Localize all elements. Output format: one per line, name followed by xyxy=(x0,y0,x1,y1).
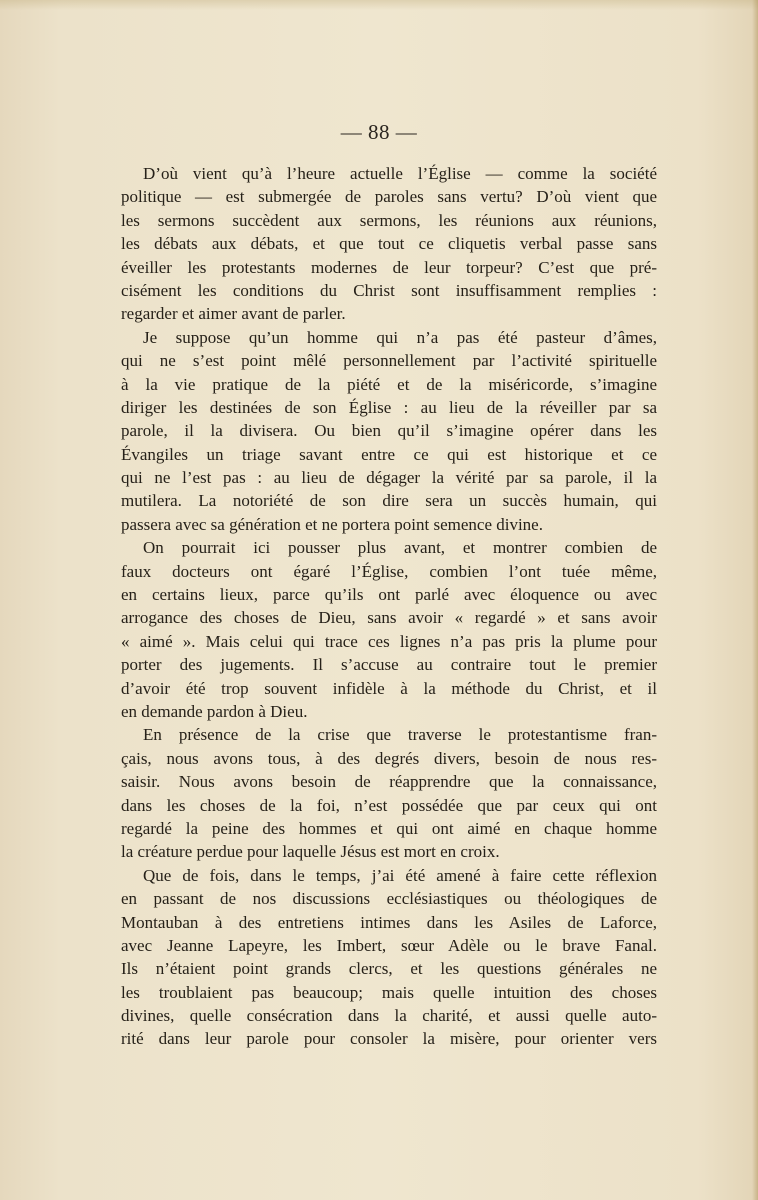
text-line: en certains lieux, parce qu’ils ont parlé avec éloquence ou avec xyxy=(121,585,657,605)
text-line: cisément les conditions du Christ sont insuffisamment remplies : xyxy=(121,280,657,300)
text-line: Montauban à des entretiens intimes dans les Asiles de Laforce, xyxy=(121,912,657,932)
text-line: On pourrait ici pousser plus avant, et montrer combien de xyxy=(143,538,657,558)
text-line: divines, quelle consécration dans la charité, et aussi quelle auto- xyxy=(121,1006,657,1026)
text-line: parole, il la divisera. Ou bien qu’il s’imagine opérer dans les xyxy=(121,421,657,441)
text-line: avec Jeanne Lapeyre, les Imbert, sœur Adèle ou le brave Fanal. xyxy=(121,935,657,955)
text-line: diriger les destinées de son Église : au lieu de la réveiller par sa xyxy=(121,397,657,417)
text-line: les troublaient pas beaucoup; mais quelle intuition des choses xyxy=(121,982,657,1002)
text-line: faux docteurs ont égaré l’Église, combien l’ont tuée même, xyxy=(121,561,657,581)
text-line: en passant de nos discussions ecclésiastiques ou théologiques de xyxy=(121,889,657,909)
text-line: dans les choses de la foi, n’est possédée que par ceux qui ont xyxy=(121,795,657,815)
text-line: mutilera. La notoriété de son dire sera un succès humain, qui xyxy=(121,491,657,511)
text-line: arrogance des choses de Dieu, sans avoir « regardé » et sans avoir xyxy=(121,608,657,628)
text-line: rité dans leur parole pour consoler la misère, pour orienter vers xyxy=(121,1029,657,1049)
text-line: porter des jugements. Il s’accuse au contraire tout le premier xyxy=(121,655,657,675)
text-line: politique — est submergée de paroles sans vertu? D’où vient que xyxy=(121,187,657,207)
text-line: les débats aux débats, et que tout ce cliquetis verbal passe sans xyxy=(121,234,657,254)
text-line: « aimé ». Mais celui qui trace ces lignes n’a pas pris la plume pour xyxy=(121,631,657,651)
text-line: qui ne s’est point mêlé personnellement par l’activité spirituelle xyxy=(121,351,657,371)
page-number: — 88 — xyxy=(340,120,418,144)
text-line: à la vie pratique de la piété et de la miséricorde, s’imagine xyxy=(121,374,657,394)
body-text xyxy=(121,162,657,1051)
text-line: passera avec sa génération et ne portera point semence divine. xyxy=(121,514,543,534)
text-line: qui ne l’est pas : au lieu de dégager la vérité par sa parole, il la xyxy=(121,468,657,488)
text-line: éveiller les protestants modernes de leur torpeur? C’est que pré- xyxy=(121,257,657,277)
text-line: çais, nous avons tous, à des degrés divers, besoin de nous res- xyxy=(121,748,657,768)
text-line: Je suppose qu’un homme qui n’a pas été pasteur d’âmes, xyxy=(143,327,657,347)
text-line: en demande pardon à Dieu. xyxy=(121,701,308,721)
text-line: la créature perdue pour laquelle Jésus est mort en croix. xyxy=(121,842,500,862)
text-line: D’où vient qu’à l’heure actuelle l’Église — comme la société xyxy=(143,164,657,183)
text-line: d’avoir été trop souvent infidèle à la méthode du Christ, et il xyxy=(121,678,657,698)
page-right-edge-shading xyxy=(752,0,758,1200)
text-line: Ils n’étaient point grands clercs, et les questions générales ne xyxy=(121,959,657,979)
text-line: regarder et aimer avant de parler. xyxy=(121,304,346,324)
page-top-shading xyxy=(0,0,758,10)
text-line: saisir. Nous avons besoin de réapprendre que la connaissance, xyxy=(121,772,657,792)
text-line: les sermons succèdent aux sermons, les réunions aux réunions, xyxy=(121,210,657,230)
text-line: Que de fois, dans le temps, j’ai été amené à faire cette réflexion xyxy=(143,865,657,885)
text-line: regardé la peine des hommes et qui ont aimé en chaque homme xyxy=(121,818,657,838)
text-line: En présence de la crise que traverse le protestantisme fran- xyxy=(143,725,657,745)
text-line: Évangiles un triage savant entre ce qui est historique et ce xyxy=(121,444,657,464)
